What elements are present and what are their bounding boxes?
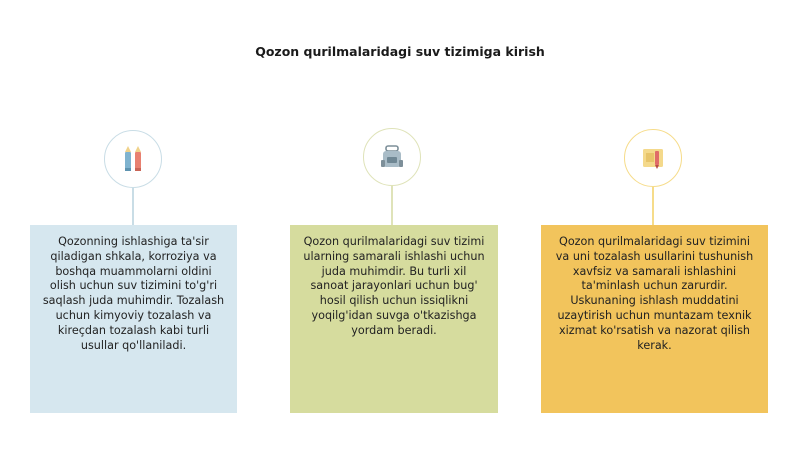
slide-title: Qozon qurilmalaridagi suv tizimiga kirish: [255, 44, 545, 59]
document-icon: [639, 144, 667, 172]
icon-circle-2: [363, 128, 421, 186]
icon-circle-1: [104, 130, 162, 188]
connector-line-3: [652, 187, 654, 225]
connector-line-2: [391, 186, 393, 225]
card-2: [290, 225, 498, 413]
card-3-text: Qozon qurilmalaridagi suv tizimini va uni tozalash usullarini tushunish xavfsiz va samarali ishlashini ta'minlash uchun zarurdir. Uskunaning ishlash muddatini uzaytirish uchun muntazam texnik xizmat ko'rsatish va nazorat qilish kerak.: [555, 235, 754, 352]
card-3: [541, 225, 768, 413]
backpack-icon: [378, 143, 406, 171]
icon-circle-3: [624, 129, 682, 187]
card-1: [30, 225, 237, 413]
card-1-text: Qozonning ishlashiga ta'sir qiladigan shkala, korroziya va boshqa muammolarni oldini olish uchun suv tizimini to'g'ri saqlash juda muhimdir. Tozalash uchun kimyoviy tozalash va kireçdan tozalash kabi turli usullar qo'llaniladi.: [42, 235, 225, 352]
card-2-text: Qozon qurilmalaridagi suv tizimi ularning samarali ishlashi uchun juda muhimdir. Bu turli xil sanoat jarayonlari uchun bug' hosil qilish uchun issiqlikni yoqilg'idan suvga o'tkazishga yordam beradi.: [303, 235, 485, 337]
pencils-icon: [120, 144, 146, 174]
connector-line-1: [132, 188, 134, 225]
